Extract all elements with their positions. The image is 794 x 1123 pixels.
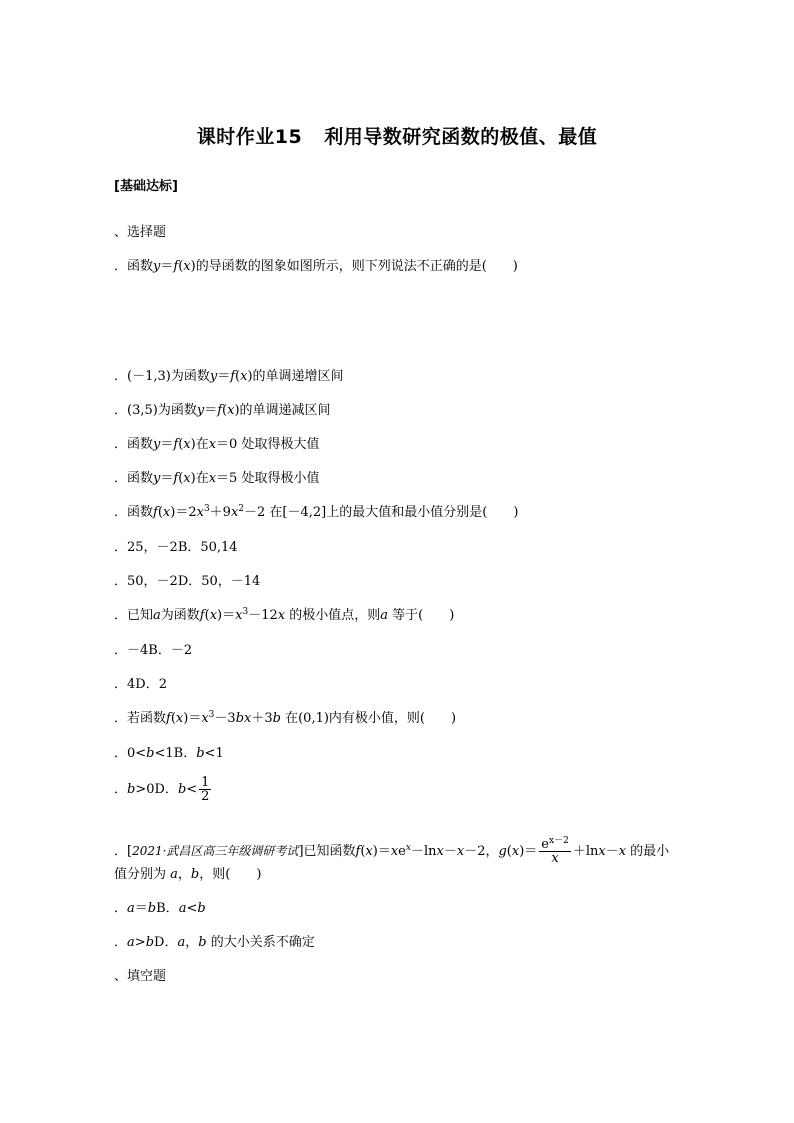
section-fill: 、填空题 (114, 969, 167, 984)
q2-options-ab: ．25，－2B．50,14 (114, 540, 238, 555)
q3-stem: ．已知a为函数$f(x)=x^3-12x$ 的极小值点，则a 等于( ) (114, 607, 455, 623)
q2-options-cd: ．50，－2D．50，－14 (114, 574, 261, 589)
section-choice: 、选择题 (114, 225, 167, 240)
title-left: 课时作业15 (196, 126, 303, 148)
q1-option-c: ．函数y＝f(x)在x＝0 处取得极大值 (114, 437, 320, 452)
q3-options-cd: ．4D．2 (114, 677, 167, 692)
page-title (0, 122, 794, 149)
q5-options-cd: ．a>bD．a，b 的大小关系不确定 (114, 935, 315, 950)
fraction-one-half: $\frac{1}{2}$ (201, 775, 210, 804)
q5-stem: ．[2021·武昌区高三年级调研考试]已知函数$f(x)=xe^x-\ln x-x-2$，g(x)＝ $\frac{e^{x-2}}{x}$ ＋lnx－x 的最小 (114, 836, 670, 866)
q1-stem: ．函数y＝f(x)的导函数的图象如图所示，则下列说法不正确的是( ) (114, 259, 518, 274)
q3-options-ab: ．－4B．－2 (114, 643, 193, 658)
q1-option-b: ．(3,5)为函数y＝f(x)的单调递减区间 (114, 403, 331, 418)
title-right: 利用导数研究函数的极值、最值 (324, 126, 598, 148)
q1-option-d: ．函数y＝f(x)在x＝5 处取得极小值 (114, 471, 320, 486)
section-basic: [基础达标] (114, 179, 178, 194)
fraction-exp: $\frac{e^{x-2}}{x}$ (541, 836, 569, 866)
q5-source: 2021·武昌区高三年级调研考试 (132, 844, 299, 858)
q4-options-ab: ．0<b<1B．b<1 (114, 746, 224, 761)
q4-options-cd: ．b>0D．b< $\frac{1}{2}$ (114, 775, 210, 804)
q1-option-a: ．(－1,3)为函数y＝f(x)的单调递增区间 (114, 369, 344, 384)
q5-options-ab: ．a＝bB．a<b (114, 901, 206, 916)
q4-stem: ．若函数$f(x)=x^3-3bx+3b$ 在(0,1)内有极小值，则( ) (114, 710, 457, 726)
q5-stem-line2: 值分别为 a，b，则( ) (114, 867, 262, 882)
q2-stem: ．函数$f(x)=2x^3+9x^2-2$ 在[－4,2]上的最大值和最小值分别是( ) (114, 504, 519, 520)
